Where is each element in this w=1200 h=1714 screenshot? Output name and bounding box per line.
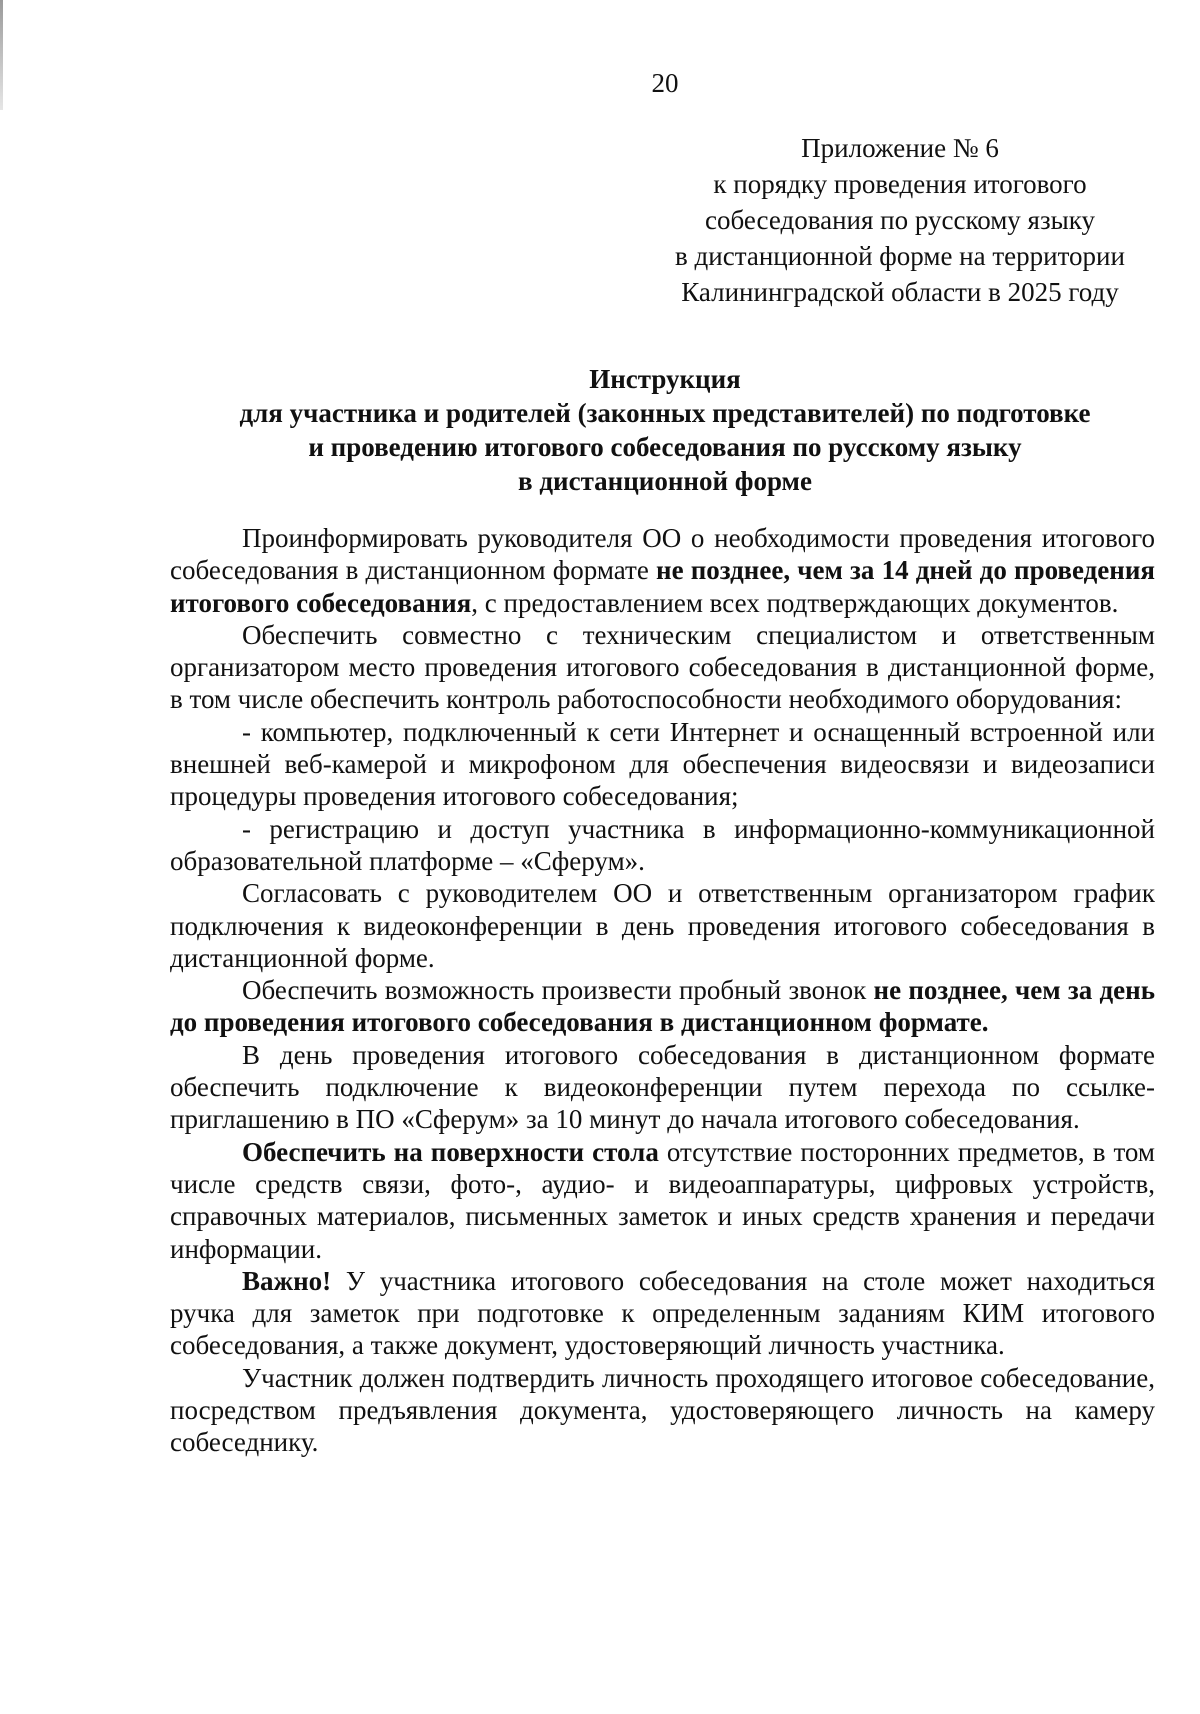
paragraph-text: Обеспечить возможность произвести пробный звонок: [242, 975, 874, 1006]
appendix-line: Калининградской области в 2025 году: [681, 277, 1119, 307]
appendix-line: к порядку проведения итогового: [713, 169, 1087, 199]
title-line: для участника и родителей (законных представителей) по подготовке: [239, 398, 1091, 428]
paragraph-bold-text: Важно!: [242, 1265, 332, 1296]
paragraph-identity: Участник должен подтвердить личность проходящего итоговое собеседование, посредством предъявления документа, удостоверяющего личность на камеру собеседнику.: [170, 1362, 1155, 1458]
paragraph-text: , с предоставлением всех подтверждающих документов.: [471, 587, 1119, 618]
paragraph-bold-text: не позднее, чем за 14 дней до проведения итогового собеседования: [170, 555, 1155, 618]
document-title: [110, 362, 1200, 498]
paragraph-schedule: Согласовать с руководителем ОО и ответственным организатором график подключения к видеоконференции в день проведения итогового собеседования в дистанционной форме.: [170, 878, 1155, 973]
paragraph-text: Проинформировать руководителя ОО о необходимости проведения итогового собеседования в дистанционном формате: [170, 523, 1155, 586]
paragraph-equipment: Обеспечить совместно с техническим специалистом и ответственным организатором место проведения итогового собеседования в дистанционной форме, в том числе обеспечить контроль работоспособности необходимого оборудования:: [170, 619, 1155, 715]
appendix-line: собеседования по русскому языку: [705, 205, 1095, 235]
paragraph-inform-head: [170, 522, 1155, 619]
paragraph-important: [170, 1265, 1155, 1362]
list-item-computer: - компьютер, подключенный к сети Интернет и оснащенный встроенной или внешней веб-камерой и микрофоном для обеспечения видеосвязи и видеозаписи процедуры проведения итогового собеседования;: [170, 716, 1155, 812]
paragraph-desk-surface: [170, 1136, 1155, 1265]
appendix-line: Приложение № 6: [801, 133, 999, 163]
paragraph-text: У участника итогового собеседования на столе может находиться ручка для заметок при подготовке к определенным заданиям КИМ итогового собеседования, а также документ, удостоверяющий личность участника.: [170, 1265, 1155, 1361]
title-line: и проведению итогового собеседования по русскому языку: [308, 432, 1022, 462]
paragraph-text: отсутствие посторонних предметов, в том числе средств связи, фото-, аудио- и видеоаппаратуры, цифровых устройств, справочных материалов, письменных заметок и иных средств хранения и передачи информации.: [170, 1136, 1156, 1264]
title-line: в дистанционной форме: [518, 466, 812, 496]
page-number: 20: [651, 68, 679, 98]
paragraph-connection: В день проведения итогового собеседования в дистанционном формате обеспечить подключение к видеоконференции путем перехода по ссылке-приглашению в ПО «Сферум» за 10 минут до начала итогового собеседования.: [170, 1039, 1155, 1135]
instruction-body: [170, 522, 1155, 1459]
paragraph-bold-text: не позднее, чем за день до проведения итогового собеседования в дистанционном формате.: [170, 975, 1155, 1038]
list-item-registration: - регистрацию и доступ участника в информационно-коммуникационной образовательной платформе – «Сферум».: [170, 813, 1155, 876]
paragraph-test-call: [170, 974, 1155, 1039]
title-line: Инструкция: [589, 364, 741, 394]
appendix-header: [640, 130, 1160, 310]
paragraph-bold-text: Обеспечить на поверхности стола: [242, 1136, 659, 1167]
appendix-line: в дистанционной форме на территории: [675, 241, 1125, 271]
